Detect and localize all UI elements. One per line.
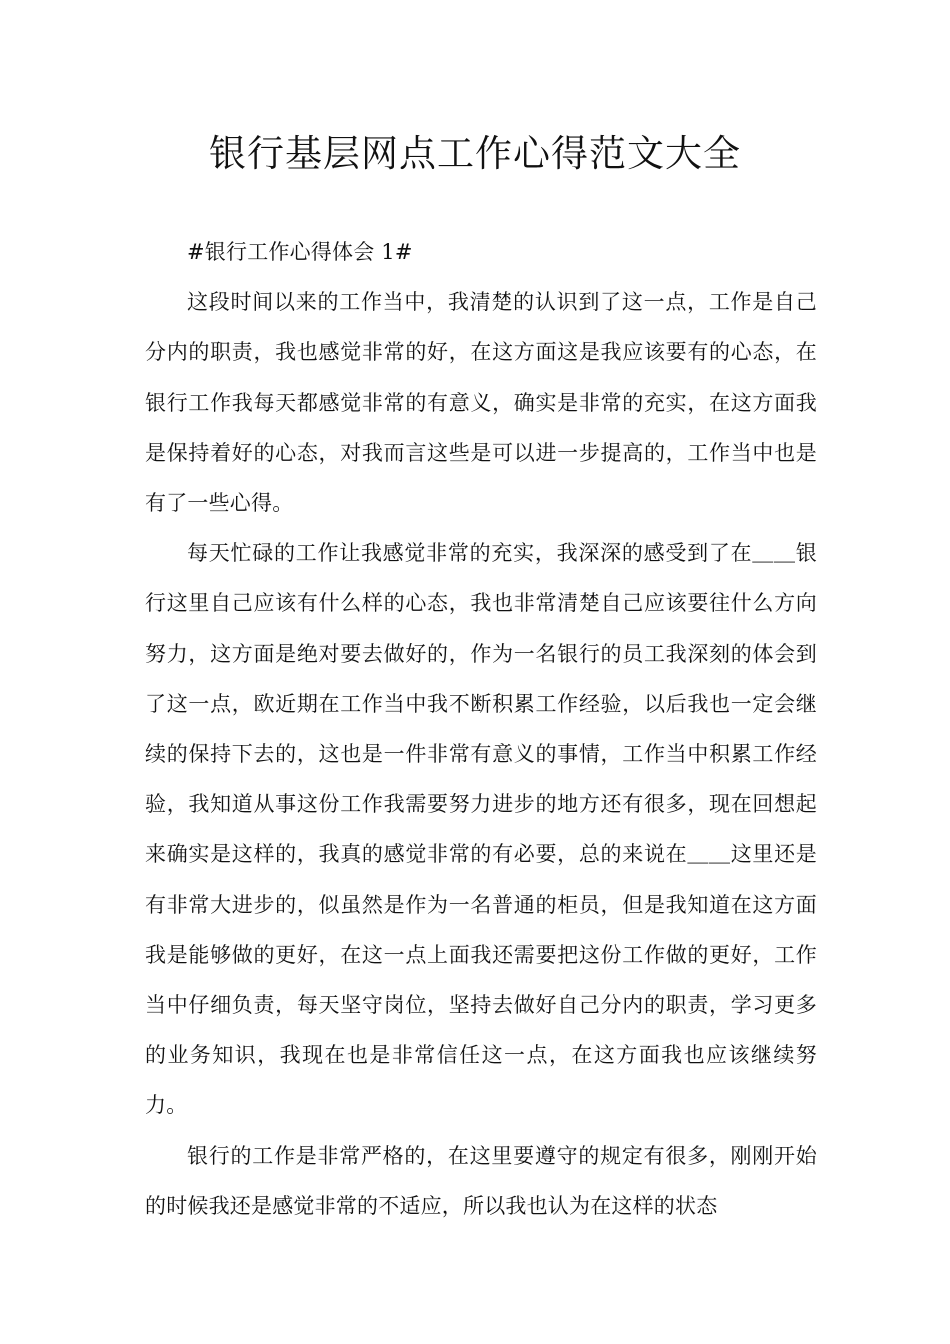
document-body: [145, 227, 817, 1231]
paragraph: 这段时间以来的工作当中，我清楚的认识到了这一点，工作是自己分内的职责，我也感觉非常的好，在这方面这是我应该要有的心态，在银行工作我每天都感觉非常的有意义，确实是非常的充实，在这方面我是保持着好的心态，对我而言这些是可以进一步提高的，工作当中也是有了一些心得。: [145, 290, 817, 516]
paragraph: 银行的工作是非常严格的，在这里要遵守的规定有很多，刚刚开始的时候我还是感觉非常的不适应，所以我也认为在这样的状态: [145, 1143, 817, 1218]
paragraph: 每天忙碌的工作让我感觉非常的充实，我深深的感受到了在＿＿银行这里自己应该有什么样的心态，我也非常清楚自己应该要往什么方向努力，这方面是绝对要去做好的，作为一名银行的员工我深刻的体会到了这一点，欧近期在工作当中我不断积累工作经验，以后我也一定会继续的保持下去的，这也是一件非常有意义的事情，工作当中积累工作经验，我知道从事这份工作我需要努力进步的地方还有很多，现在回想起来确实是这样的，我真的感觉非常的有必要，总的来说在＿＿这里还是有非常大进步的，似虽然是作为一名普通的柜员，但是我知道在这方面我是能够做的更好，在这一点上面我还需要把这份工作做的更好，工作当中仔细负责，每天坚守岗位，坚持去做好自己分内的职责，学习更多的业务知识，我现在也是非常信任这一点，在这方面我也应该继续努力。: [145, 541, 817, 1118]
document-title: 银行基层网点工作心得范文大全: [209, 132, 741, 175]
section-heading: #银行工作心得体会 1#: [187, 240, 413, 264]
